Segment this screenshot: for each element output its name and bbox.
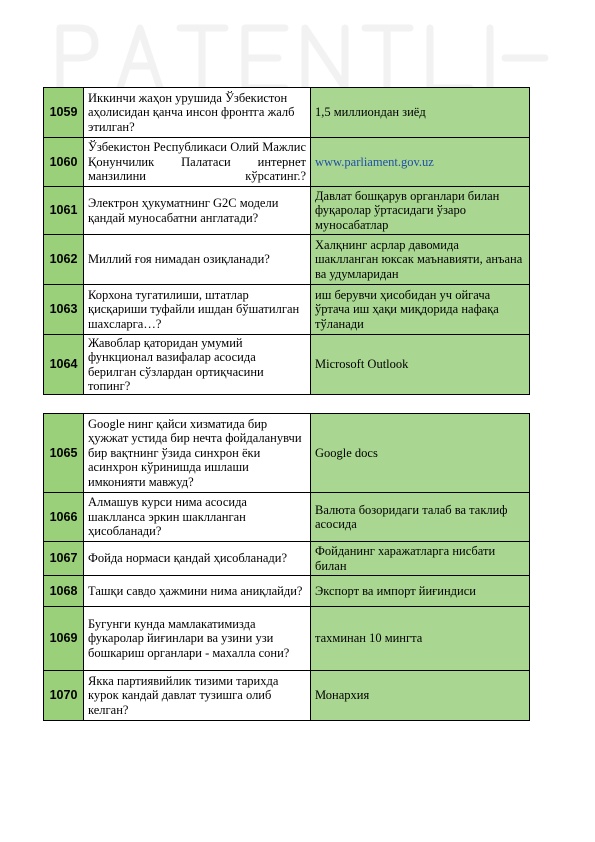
answer-link[interactable]: www.parliament.gov.uz xyxy=(315,154,434,169)
question-number: 1064 xyxy=(44,335,84,395)
question-text: Якка партиявийлик тизими тарихда курок кандай давлат тузишга олиб келган? xyxy=(84,671,311,721)
answer-text: тахминан 10 мингта xyxy=(311,607,530,671)
answer-text: Фойданинг харажатларга нисбати билан xyxy=(311,542,530,576)
question-number: 1063 xyxy=(44,285,84,335)
answer-text: Google docs xyxy=(311,414,530,493)
table-row xyxy=(44,671,530,721)
table-row xyxy=(44,493,530,542)
watermark-logo xyxy=(50,18,550,98)
table-row xyxy=(44,576,530,607)
question-text: Ўзбекистон Республикаси Олий Мажлис Қонунчилик Палатаси интернет манзилини кўрсатинг.? xyxy=(84,138,311,187)
question-text: Ташқи савдо ҳажмини нима аниқлайди? xyxy=(84,576,311,607)
question-text: Электрон ҳукуматнинг G2C модели қандай муносабатни англатади? xyxy=(84,187,311,235)
question-text: Алмашув курси нима асосида шаклланса эркин шаклланган ҳисобланади? xyxy=(84,493,311,542)
answer-text: Экспорт ва импорт йиғиндиси xyxy=(311,576,530,607)
question-number: 1059 xyxy=(44,88,84,138)
question-number: 1069 xyxy=(44,607,84,671)
questions-table-1 xyxy=(43,87,530,395)
questions-table-2 xyxy=(43,413,530,721)
table-row xyxy=(44,235,530,285)
question-text: Корхона тугатилиши, штатлар қисқариши туфайли ишдан бўшатилган шахсларга…? xyxy=(84,285,311,335)
question-number: 1067 xyxy=(44,542,84,576)
question-text: Жавоблар қаторидан умумий функционал вазифалар асосида берилган сўзлардан ортиқчасини топинг? xyxy=(84,335,311,395)
answer-text: Валюта бозоридаги талаб ва таклиф асосида xyxy=(311,493,530,542)
question-number: 1066 xyxy=(44,493,84,542)
table-row xyxy=(44,542,530,576)
table-row xyxy=(44,187,530,235)
question-number: 1065 xyxy=(44,414,84,493)
question-text: Google нинг қайси хизматида бир ҳужжат устида бир нечта фойдаланувчи бир вақтнинг ўзида синхрон ёки асинхрон кўринишда ишлаши имконияти мавжуд? xyxy=(84,414,311,493)
question-number: 1062 xyxy=(44,235,84,285)
answer-text: 1,5 миллиондан зиёд xyxy=(311,88,530,138)
table-row xyxy=(44,88,530,138)
question-number: 1061 xyxy=(44,187,84,235)
question-text: Миллий ғоя нимадан озиқланади? xyxy=(84,235,311,285)
table-row xyxy=(44,414,530,493)
question-number: 1060 xyxy=(44,138,84,187)
table-row xyxy=(44,138,530,187)
question-number: 1070 xyxy=(44,671,84,721)
question-text: Фойда нормаси қандай ҳисобланади? xyxy=(84,542,311,576)
answer-text: Монархия xyxy=(311,671,530,721)
answer-text: Microsoft Outlook xyxy=(311,335,530,395)
answer-text: иш берувчи ҳисобидан уч ойгача ўртача иш ҳақи миқдорида нафақа тўланади xyxy=(311,285,530,335)
answer-text: Давлат бошқарув органлари билан фуқаролар ўртасидаги ўзаро муносабатлар xyxy=(311,187,530,235)
answer-text: Халқнинг асрлар давомида шаклланган юксак маънавияти, анъана ва удумларидан xyxy=(311,235,530,285)
question-text: Иккинчи жаҳон урушида Ўзбекистон аҳолисидан қанча инсон фронтга жалб этилган? xyxy=(84,88,311,138)
table-row xyxy=(44,335,530,395)
table-row xyxy=(44,285,530,335)
table-row xyxy=(44,607,530,671)
question-text: Бугунги кунда мамлакатимизда фукаролар йиғинлари ва узини узи бошкариш органлари - махалла сони? xyxy=(84,607,311,671)
question-number: 1068 xyxy=(44,576,84,607)
